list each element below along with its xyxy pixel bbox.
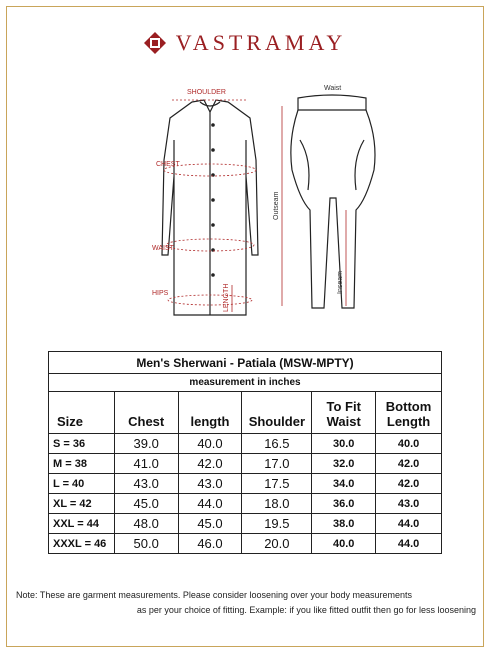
- measurement-note: [16, 588, 476, 618]
- chest-cell: 43.0: [114, 474, 178, 494]
- table-title: Men's Sherwani - Patiala (MSW-MPTY): [49, 352, 442, 374]
- shoulder-cell: 18.0: [242, 494, 312, 514]
- chest-cell: 41.0: [114, 454, 178, 474]
- length-cell: 44.0: [178, 494, 242, 514]
- waist-cell: 30.0: [312, 434, 376, 454]
- inseam-label: Inseam: [337, 271, 344, 294]
- chest-cell: 50.0: [114, 534, 178, 554]
- size-cell: XXL = 44: [49, 514, 115, 534]
- table-row: [49, 534, 442, 554]
- brand-logo-icon: [144, 32, 166, 54]
- bottom-length-cell: 44.0: [376, 534, 442, 554]
- garment-illustration: [100, 80, 400, 330]
- header-chest: Chest: [114, 392, 178, 434]
- chest-label: CHEST: [156, 161, 180, 168]
- size-table: [48, 351, 442, 554]
- bottom-length-cell: 40.0: [376, 434, 442, 454]
- size-cell: S = 36: [49, 434, 115, 454]
- header-size: Size: [49, 392, 115, 434]
- length-label: LENGTH: [223, 283, 230, 312]
- header-shoulder: Shoulder: [242, 392, 312, 434]
- table-row: [49, 434, 442, 454]
- bottom-length-cell: 42.0: [376, 474, 442, 494]
- header-waist: To Fit Waist: [312, 392, 376, 434]
- brand-header: [0, 28, 490, 58]
- sherwani-illustration: [162, 100, 258, 315]
- table-header-row: [49, 392, 442, 434]
- length-cell: 40.0: [178, 434, 242, 454]
- patiala-pants-illustration: [291, 95, 375, 308]
- table-row: [49, 474, 442, 494]
- shoulder-cell: 17.0: [242, 454, 312, 474]
- length-cell: 43.0: [178, 474, 242, 494]
- bottom-length-cell: 43.0: [376, 494, 442, 514]
- table-row: [49, 494, 442, 514]
- waist-cell: 40.0: [312, 534, 376, 554]
- shoulder-label: SHOULDER: [187, 89, 226, 96]
- waist-cell: 32.0: [312, 454, 376, 474]
- length-cell: 46.0: [178, 534, 242, 554]
- chest-cell: 45.0: [114, 494, 178, 514]
- size-cell: M = 38: [49, 454, 115, 474]
- note-line-2: as per your choice of fitting. Example: if you like fitted outfit then go for less loosening: [136, 605, 476, 615]
- waist-cell: 38.0: [312, 514, 376, 534]
- hips-label: HIPS: [152, 290, 169, 297]
- chest-cell: 48.0: [114, 514, 178, 534]
- shoulder-cell: 20.0: [242, 534, 312, 554]
- bottom-length-cell: 44.0: [376, 514, 442, 534]
- outseam-label: Outseam: [273, 191, 280, 220]
- note-line-1: Note: These are garment measurements. Please consider loosening over your body measurements: [16, 590, 413, 600]
- header-bottom-length: Bottom Length: [376, 392, 442, 434]
- brand-name: VASTRAMAY: [175, 30, 347, 55]
- table-row: [49, 514, 442, 534]
- pant-waist-label: Waist: [324, 85, 342, 92]
- waist-cell: 34.0: [312, 474, 376, 494]
- shoulder-cell: 19.5: [242, 514, 312, 534]
- size-cell: L = 40: [49, 474, 115, 494]
- table-row: [49, 454, 442, 474]
- table-subtitle: measurement in inches: [49, 374, 442, 392]
- length-cell: 45.0: [178, 514, 242, 534]
- size-chart: [48, 351, 442, 554]
- shoulder-cell: 17.5: [242, 474, 312, 494]
- bottom-length-cell: 42.0: [376, 454, 442, 474]
- waist-cell: 36.0: [312, 494, 376, 514]
- size-cell: XXXL = 46: [49, 534, 115, 554]
- waist-label: WAIST: [152, 245, 174, 252]
- shoulder-cell: 16.5: [242, 434, 312, 454]
- measurement-diagram: [100, 80, 400, 330]
- size-cell: XL = 42: [49, 494, 115, 514]
- length-cell: 42.0: [178, 454, 242, 474]
- header-length: length: [178, 392, 242, 434]
- chest-cell: 39.0: [114, 434, 178, 454]
